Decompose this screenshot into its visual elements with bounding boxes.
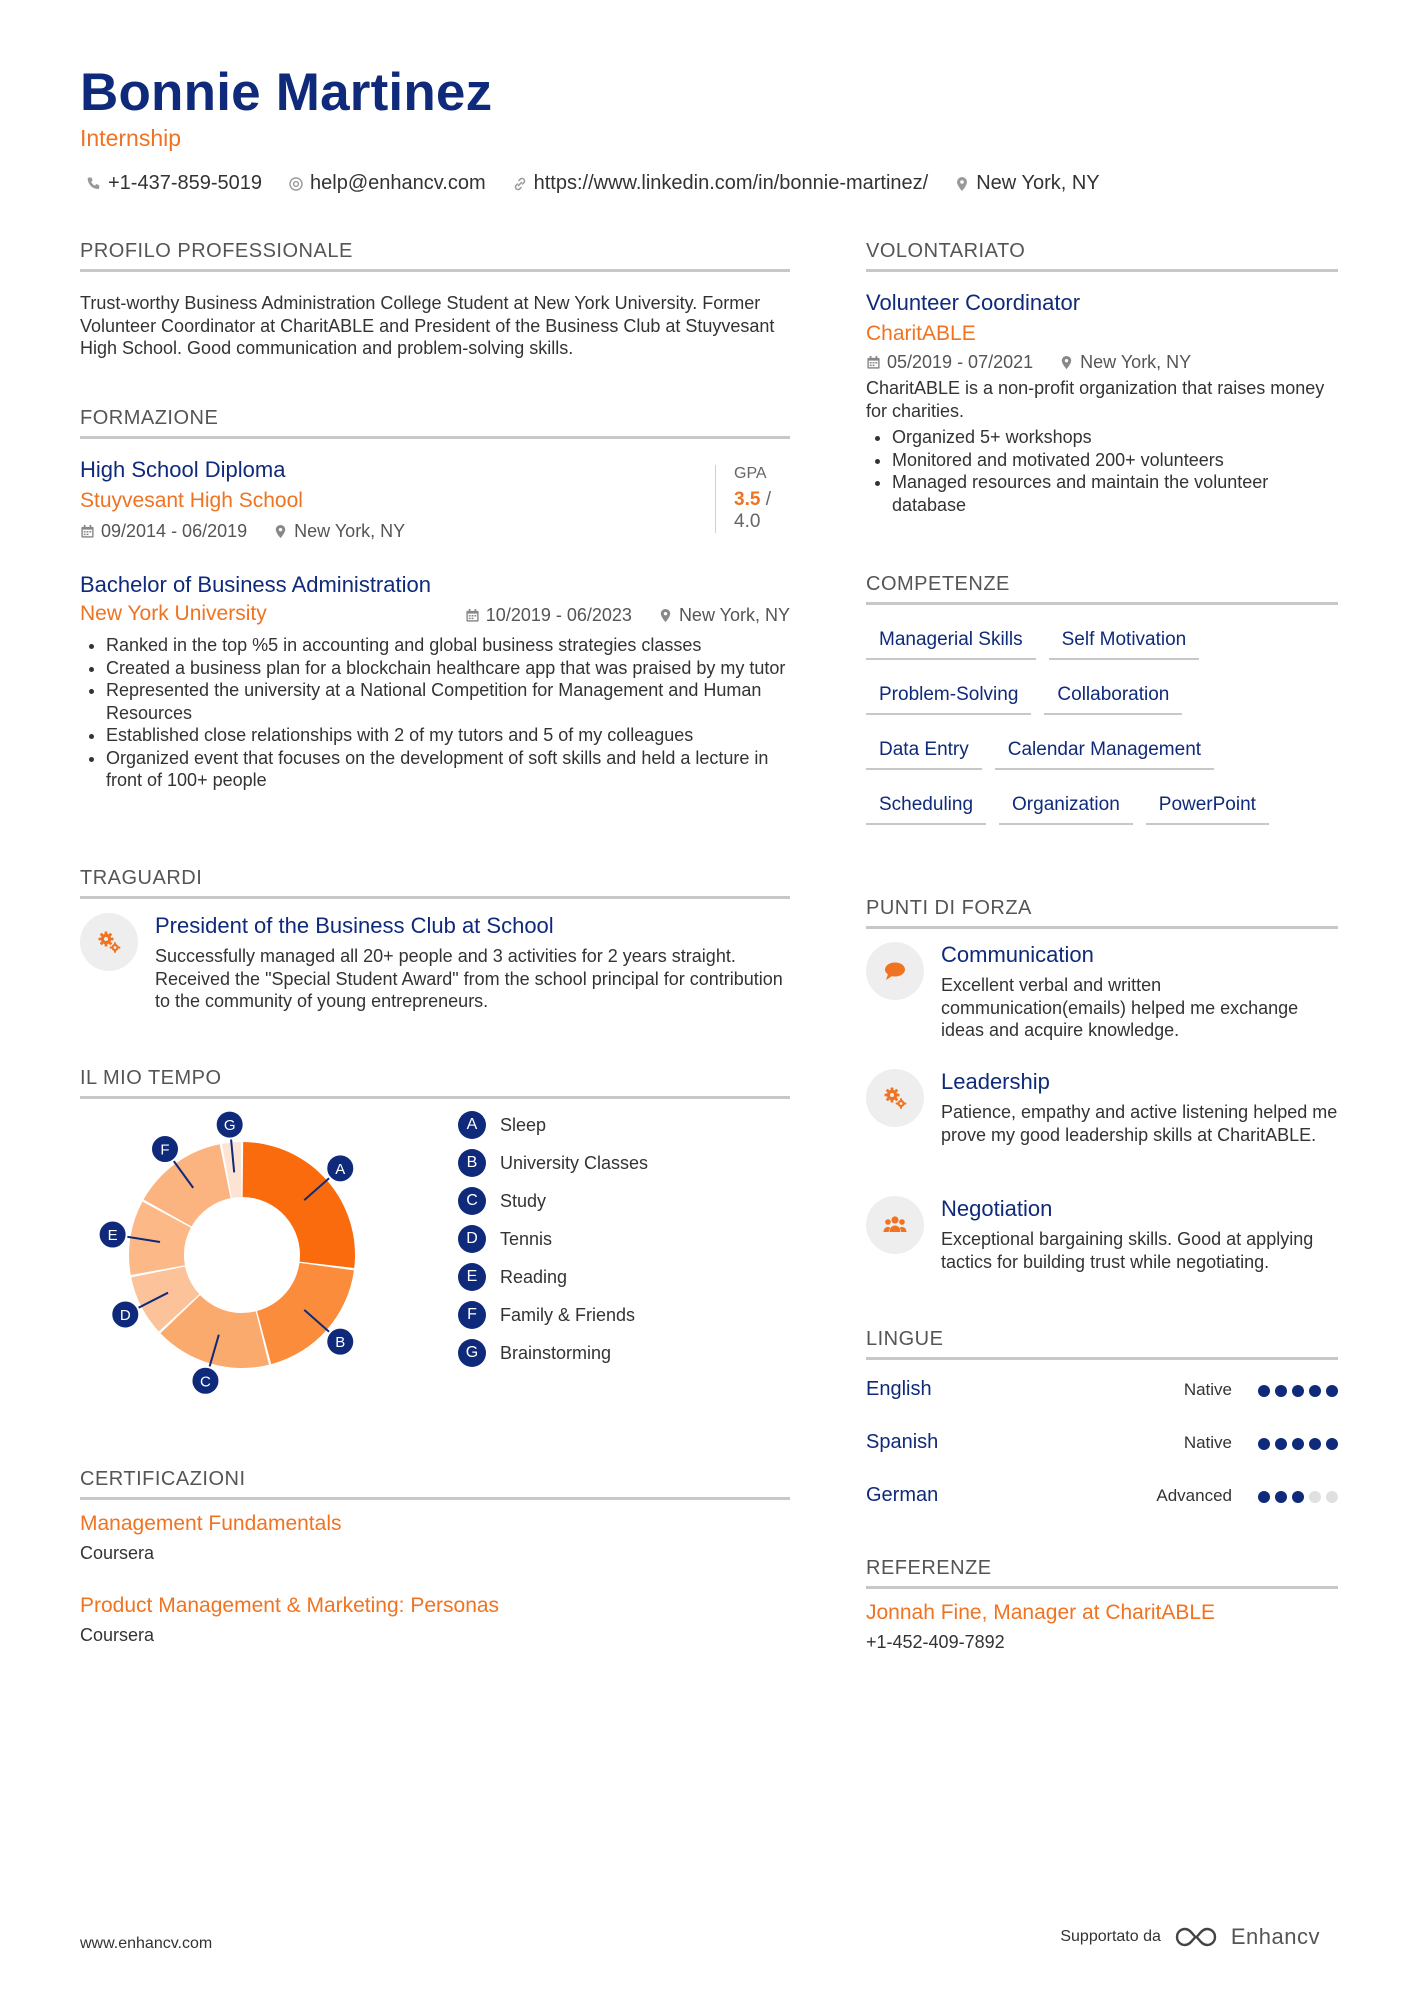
contact-email[interactable] [288, 172, 486, 195]
volunteer-dates: 05/2019 - 07/2021 [887, 352, 1034, 372]
calendar-icon [80, 524, 95, 539]
languages-title: LINGUE [866, 1328, 1338, 1360]
education-meta [465, 605, 790, 626]
rating-dot-filled [1309, 1438, 1321, 1450]
languages-section [866, 1328, 1338, 1506]
calendar-icon [465, 608, 480, 623]
list-item: • Organized 5+ workshops [892, 426, 1338, 449]
location-pin-icon [1059, 355, 1074, 370]
volunteer-meta [866, 352, 1338, 373]
supported-by-label: Supportato da [1060, 1928, 1161, 1945]
footer-website[interactable]: www.enhancv.com [80, 1935, 213, 1952]
language-rating [1258, 1385, 1338, 1397]
education-title: FORMAZIONE [80, 407, 790, 439]
language-row [866, 1378, 1338, 1408]
education-location: New York, NY [678, 605, 790, 625]
legend-label: Brainstorming [500, 1342, 612, 1363]
certifications-title: CERTIFICAZIONI [80, 1468, 790, 1500]
speech-bubble-icon [881, 957, 909, 985]
skill-tag: Problem-Solving [866, 684, 1031, 715]
list-item: • Represented the university at a National Competition for Management and Human Resources [106, 679, 790, 724]
legend-label: University Classes [500, 1152, 649, 1173]
rating-dot-filled [1326, 1385, 1338, 1397]
degree-title: High School Diploma [80, 457, 286, 482]
achievement-heading: President of the Business Club at School [155, 913, 554, 938]
contact-phone-text: +1-437-859-5019 [108, 172, 263, 194]
legend-badge: A [458, 1111, 486, 1139]
strengths-title: PUNTI DI FORZA [866, 897, 1338, 929]
legend-badge: D [458, 1225, 486, 1253]
reference-phone: +1-452-409-7892 [866, 1632, 1005, 1652]
achievement-text: Successfully managed all 20+ people and 3 activities for 2 years straight. Received the "Special Student Award" from the school principal for contribution to the community of young entrepreneurs. [155, 946, 783, 1011]
donut-marker-label: A [335, 1160, 346, 1178]
legend-badge: E [458, 1263, 486, 1291]
reference-name: Jonnah Fine, Manager at CharitABLE [866, 1601, 1216, 1624]
volunteer-role: Volunteer Coordinator [866, 290, 1081, 315]
certification-item [80, 1512, 342, 1565]
legend-label: Family & Friends [500, 1304, 636, 1325]
legend-badge: B [458, 1149, 486, 1177]
rating-dot-filled [1326, 1438, 1338, 1450]
volunteer-bullets [866, 426, 1338, 516]
contact-location [954, 172, 1099, 195]
time-donut-chart [80, 1107, 400, 1407]
list-item: • Organized event that focuses on the development of soft skills and held a lecture in front of 100+ people [106, 747, 790, 792]
legend-label: Tennis [500, 1228, 553, 1249]
contact-location-text: New York, NY [976, 172, 1100, 194]
gears-icon [95, 928, 123, 956]
donut-marker-label: B [335, 1334, 346, 1352]
volunteering-section [866, 240, 1338, 515]
volunteer-org: CharitABLE [866, 322, 976, 345]
gpa-value [734, 489, 790, 533]
location-pin-icon [273, 524, 288, 539]
certification-issuer: Coursera [80, 1543, 155, 1563]
rating-dot-filled [1275, 1385, 1287, 1397]
education-bullets [80, 634, 790, 792]
brand-name: Enhancv [1230, 1924, 1320, 1949]
location-pin-icon [658, 608, 673, 623]
skill-tag: Self Motivation [1049, 629, 1200, 660]
skill-tag: Calendar Management [995, 739, 1214, 770]
location-pin-icon [954, 176, 970, 192]
strength-text: Exceptional bargaining skills. Good at applying tactics for building trust while negotiating. [941, 1229, 1314, 1272]
language-rating [1258, 1438, 1338, 1450]
donut-marker-label: G [223, 1117, 236, 1135]
education-dates: 10/2019 - 06/2023 [485, 605, 632, 625]
gpa-box [715, 465, 790, 533]
strength-heading: Negotiation [941, 1196, 1053, 1221]
references-section [866, 1557, 1338, 1652]
school-name: New York University [80, 602, 267, 625]
calendar-icon [866, 355, 881, 370]
strength-heading: Leadership [941, 1069, 1050, 1094]
rating-dot-filled [1258, 1438, 1270, 1450]
contact-email-text: help@enhancv.com [310, 172, 486, 194]
legend-item [458, 1301, 635, 1329]
skill-tag: PowerPoint [1146, 794, 1269, 825]
school-name: Stuyvesant High School [80, 489, 303, 512]
legend-badge: C [458, 1187, 486, 1215]
gpa-max: / 4.0 [734, 489, 771, 532]
donut-marker-label: C [200, 1373, 211, 1391]
language-rating [1258, 1491, 1338, 1503]
language-row [866, 1484, 1338, 1514]
rating-dot-filled [1258, 1385, 1270, 1397]
donut-marker-label: E [107, 1227, 118, 1245]
legend-label: Study [500, 1190, 547, 1211]
contact-bar [86, 172, 1100, 195]
language-level: Native [1183, 1433, 1232, 1452]
phone-icon [86, 176, 102, 192]
education-location: New York, NY [294, 521, 406, 541]
at-icon [288, 176, 304, 192]
strength-heading: Communication [941, 942, 1094, 967]
list-item: • Established close relationships with 2 of my tutors and 5 of my colleagues [106, 724, 790, 747]
skills-title: COMPETENZE [866, 573, 1338, 605]
education-section [80, 407, 790, 790]
legend-item [458, 1187, 546, 1215]
list-item: • Created a business plan for a blockchain healthcare app that was praised by my tutor [106, 657, 790, 680]
contact-linkedin-text: https://www.linkedin.com/in/bonnie-martinez/ [533, 172, 929, 194]
achievement-icon-wrap [80, 913, 138, 971]
language-name: Spanish [866, 1431, 939, 1453]
skills-list [866, 629, 1282, 849]
strength-text: Patience, empathy and active listening helped me prove my good leadership skills at CharitABLE. [941, 1102, 1338, 1145]
education-entry [80, 572, 790, 792]
donut-marker-label: D [119, 1306, 131, 1324]
volunteer-description: CharitABLE is a non-profit organization that raises money for charities. [866, 378, 1325, 421]
language-name: German [866, 1484, 939, 1506]
gpa-label: GPA [734, 465, 767, 482]
skill-tag: Collaboration [1044, 684, 1182, 715]
rating-dot-filled [1292, 1438, 1304, 1450]
footer-brand [1060, 1924, 1320, 1950]
rating-dot-filled [1292, 1491, 1304, 1503]
language-level: Advanced [1156, 1486, 1232, 1505]
language-name: English [866, 1378, 932, 1400]
certification-name: Management Fundamentals [80, 1512, 342, 1535]
rating-dot-empty [1309, 1491, 1321, 1503]
certification-item [80, 1594, 499, 1647]
education-meta [80, 521, 790, 542]
legend-label: Reading [500, 1266, 568, 1287]
skills-section [866, 573, 1338, 815]
references-title: REFERENZE [866, 1557, 1338, 1589]
rating-dot-filled [1275, 1491, 1287, 1503]
rating-dot-empty [1326, 1491, 1338, 1503]
rating-dot-filled [1309, 1385, 1321, 1397]
strength-text: Excellent verbal and written communication(emails) helped me exchange ideas and acquire knowledge. [941, 975, 1299, 1040]
gears-icon [881, 1084, 909, 1112]
skill-tag: Organization [999, 794, 1133, 825]
certification-issuer: Coursera [80, 1625, 155, 1645]
people-icon [881, 1211, 909, 1239]
contact-linkedin[interactable] [512, 172, 929, 195]
legend-item [458, 1149, 648, 1177]
legend-item [458, 1339, 611, 1367]
contact-phone[interactable] [86, 172, 262, 195]
language-level: Native [1183, 1380, 1232, 1399]
profile-text: Trust-worthy Business Administration College Student at New York University. Former Volunteer Coordinator at CharitABLE and President of the Business Club at Stuyvesant High School. Good communication and problem-solving skills. [80, 293, 775, 358]
achievements-section [80, 867, 790, 1011]
enhancv-logo-icon [1173, 1925, 1219, 1949]
volunteering-title: VOLONTARIATO [866, 240, 1338, 272]
list-item: • Ranked in the top %5 in accounting and global business strategies classes [106, 634, 790, 657]
time-title: IL MIO TEMPO [80, 1067, 790, 1099]
legend-item [458, 1263, 567, 1291]
profile-section [80, 240, 790, 360]
candidate-role: Internship [80, 125, 182, 151]
time-legend [458, 1111, 758, 1363]
strengths-section [866, 897, 1338, 1272]
rating-dot-filled [1275, 1438, 1287, 1450]
donut-marker-label: F [160, 1141, 170, 1159]
degree-title: Bachelor of Business Administration [80, 572, 431, 597]
rating-dot-filled [1292, 1385, 1304, 1397]
link-icon [512, 176, 528, 192]
certifications-section [80, 1468, 790, 1645]
list-item: • Monitored and motivated 200+ volunteers [892, 449, 1338, 472]
candidate-name: Bonnie Martinez [80, 63, 493, 122]
time-section [80, 1067, 790, 1391]
rating-dot-filled [1258, 1491, 1270, 1503]
legend-badge: F [458, 1301, 486, 1329]
education-dates: 09/2014 - 06/2019 [101, 521, 248, 541]
legend-badge: G [458, 1339, 486, 1367]
gpa-score: 3.5 [734, 489, 761, 510]
skill-tag: Data Entry [866, 739, 982, 770]
profile-title: PROFILO PROFESSIONALE [80, 240, 790, 272]
achievements-title: TRAGUARDI [80, 867, 790, 899]
legend-item [458, 1111, 546, 1139]
certification-name: Product Management & Marketing: Personas [80, 1594, 500, 1617]
legend-label: Sleep [500, 1114, 547, 1135]
education-entry [80, 457, 790, 542]
skill-tag: Scheduling [866, 794, 986, 825]
list-item: • Managed resources and maintain the volunteer database [892, 471, 1338, 516]
skill-tag: Managerial Skills [866, 629, 1036, 660]
language-row [866, 1431, 1338, 1461]
legend-item [458, 1225, 552, 1253]
volunteer-location: New York, NY [1080, 352, 1192, 372]
